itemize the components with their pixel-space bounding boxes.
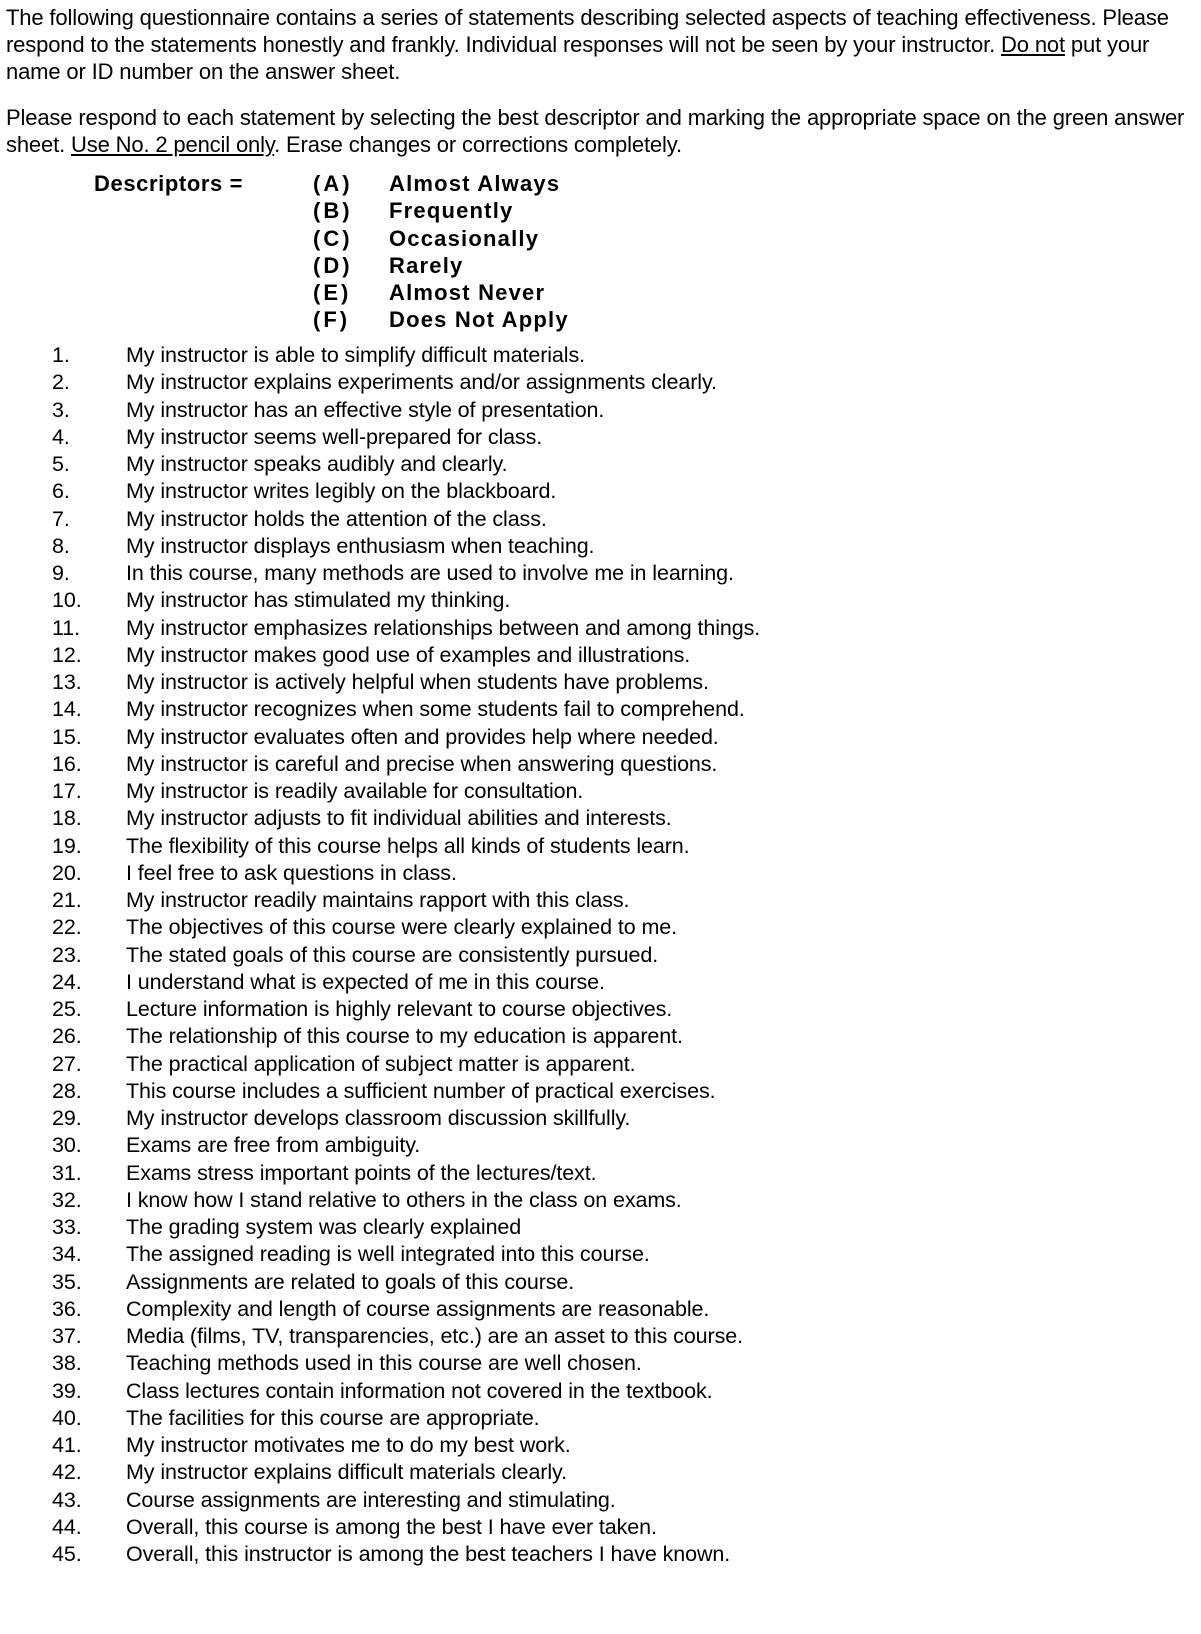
statement-text: This course includes a sufficient number of practical exercises. — [126, 1078, 716, 1103]
statement-text: The practical application of subject matter is apparent. — [126, 1051, 636, 1076]
descriptor-item — [313, 225, 569, 252]
statement-text: My instructor develops classroom discussion skillfully. — [126, 1106, 631, 1130]
statement-number: 43. — [52, 1487, 82, 1512]
statement-text: Teaching methods used in this course are well chosen. — [126, 1351, 642, 1376]
descriptor-code: (E) — [313, 280, 352, 306]
statement-number: 23. — [52, 942, 82, 967]
instructions-text: Please respond to each statement by selecting the best descriptor and marking the appropriate space on the green answer sheet. — [6, 105, 1185, 157]
statement-number: 12. — [52, 642, 82, 667]
statement-text: My instructor recognizes when some students fail to comprehend. — [126, 697, 745, 722]
statement-number: 34. — [52, 1242, 82, 1267]
statement-text: My instructor readily maintains rapport with this class. — [126, 888, 630, 912]
statement-number: 8. — [52, 533, 70, 558]
descriptor-text: Frequently — [389, 198, 514, 224]
intro-text: The following questionnaire contains a series of statements describing selected aspects of teaching effectiveness. Please respond to the statements honestly and frankly. Individual responses will not be seen by your instructor. — [6, 5, 1169, 57]
statement-text: Exams stress important points of the lectures/text. — [126, 1160, 597, 1185]
descriptor-code: (B) — [313, 198, 353, 224]
descriptor-text: Almost Always — [389, 171, 561, 196]
statement-number: 20. — [52, 860, 82, 885]
descriptor-item — [313, 279, 569, 306]
statement-text: Complexity and length of course assignments are reasonable. — [126, 1296, 710, 1321]
descriptor-text: Rarely — [389, 252, 464, 278]
statement-text: My instructor holds the attention of the class. — [126, 506, 547, 531]
statement-text: My instructor evaluates often and provides help where needed. — [126, 724, 719, 749]
statement-text: My instructor has an effective style of presentation. — [126, 397, 605, 422]
statement-number: 35. — [52, 1269, 82, 1294]
statement-text: My instructor is actively helpful when students have problems. — [126, 670, 709, 694]
statement-text: My instructor is able to simplify difficult materials. — [126, 343, 585, 367]
statement-number: 2. — [52, 370, 70, 395]
statement-number: 38. — [52, 1351, 82, 1376]
statement-text: The relationship of this course to my education is apparent. — [126, 1024, 683, 1049]
statement-text: My instructor emphasizes relationships between and among things. — [126, 615, 761, 640]
statement-text: My instructor seems well-prepared for class. — [126, 424, 543, 449]
descriptor-code: (D) — [313, 252, 353, 278]
statement-number: 29. — [52, 1106, 82, 1130]
instructions-tail: . Erase changes or corrections completely. — [274, 132, 682, 157]
statement-number: 40. — [52, 1405, 82, 1430]
statement-text: I understand what is expected of me in this course. — [126, 969, 605, 994]
statement-text: Exams are free from ambiguity. — [126, 1133, 421, 1158]
statement-text: My instructor makes good use of examples and illustrations. — [126, 642, 691, 667]
statement-number: 26. — [52, 1024, 82, 1049]
statement-text: Overall, this instructor is among the best teachers I have known. — [126, 1542, 731, 1566]
statement-number: 21. — [52, 888, 82, 912]
descriptor-code: (C) — [313, 225, 353, 251]
statement-number: 17. — [52, 779, 82, 803]
descriptor-text: Does Not Apply — [389, 307, 569, 333]
statement-number: 25. — [52, 997, 82, 1021]
statement-text: The objectives of this course were clearly explained to me. — [126, 915, 677, 940]
statement-text: I know how I stand relative to others in the class on exams. — [126, 1187, 682, 1212]
statement-number: 42. — [52, 1460, 82, 1485]
statement-number: 33. — [52, 1215, 82, 1239]
statement-number: 24. — [52, 969, 82, 994]
descriptors-label: Descriptors = — [94, 171, 244, 196]
statement-text: In this course, many methods are used to involve me in learning. — [126, 561, 734, 585]
statement-number: 5. — [52, 452, 70, 476]
statement-number: 30. — [52, 1133, 82, 1158]
intro-paragraph — [6, 4, 1186, 85]
statement-number: 4. — [52, 424, 70, 449]
statement-number: 36. — [52, 1296, 82, 1321]
statement-number: 16. — [52, 751, 82, 776]
descriptor-code: (F) — [313, 307, 351, 333]
statement-text: Class lectures contain information not covered in the textbook. — [126, 1378, 713, 1403]
statement-text: My instructor has stimulated my thinking. — [126, 588, 511, 613]
statement-number: 22. — [52, 915, 82, 940]
statement-text: The stated goals of this course are consistently pursued. — [126, 942, 659, 967]
statement-number: 14. — [52, 697, 82, 722]
statement-number: 1. — [52, 343, 70, 367]
descriptor-item — [313, 197, 569, 224]
statement-number: 28. — [52, 1078, 82, 1103]
statement-number: 41. — [52, 1433, 82, 1457]
statement-number: 18. — [52, 806, 82, 831]
descriptor-item — [313, 252, 569, 279]
statement-number: 39. — [52, 1378, 82, 1403]
statement-text: My instructor motivates me to do my best work. — [126, 1433, 571, 1457]
statement-text: The flexibility of this course helps all kinds of students learn. — [126, 833, 690, 858]
statement-number: 37. — [52, 1324, 82, 1348]
statement-text: The assigned reading is well integrated into this course. — [126, 1242, 650, 1267]
statement-number: 9. — [52, 561, 70, 585]
statement-text: Assignments are related to goals of this course. — [126, 1269, 575, 1294]
statement-number: 7. — [52, 506, 70, 531]
statement-number: 44. — [52, 1514, 82, 1539]
statement-text: My instructor adjusts to fit individual abilities and interests. — [126, 806, 672, 831]
statement-text: My instructor is readily available for consultation. — [126, 779, 584, 803]
statement-text: My instructor speaks audibly and clearly. — [126, 452, 508, 476]
statement-text: My instructor displays enthusiasm when teaching. — [126, 533, 595, 558]
statement-text: Media (films, TV, transparencies, etc.) are an asset to this course. — [126, 1324, 743, 1348]
statement-number: 10. — [52, 588, 82, 613]
statement-text: Overall, this course is among the best I have ever taken. — [126, 1514, 657, 1539]
descriptor-text: Occasionally — [389, 225, 540, 251]
descriptor-item — [313, 306, 569, 333]
statement-number: 19. — [52, 833, 82, 858]
descriptor-text: Almost Never — [389, 280, 546, 306]
statement-number: 45. — [52, 1542, 82, 1566]
statement-text: My instructor is careful and precise when answering questions. — [126, 751, 718, 776]
statement-text: My instructor explains difficult materials clearly. — [126, 1460, 567, 1485]
pencil-emphasis: Use No. 2 pencil only — [71, 132, 275, 157]
intro-tail: put your name or ID number on the answer sheet. — [6, 32, 1150, 84]
instructions-paragraph — [6, 104, 1186, 158]
descriptor-item — [313, 170, 569, 197]
descriptor-code: (A) — [313, 171, 353, 196]
statement-number: 6. — [52, 479, 70, 504]
statement-text: The grading system was clearly explained — [126, 1215, 522, 1239]
statement-text: Course assignments are interesting and stimulating. — [126, 1487, 616, 1512]
statement-number: 3. — [52, 397, 70, 422]
descriptor-list — [313, 170, 569, 334]
statement-number: 11. — [52, 615, 80, 640]
statement-number: 15. — [52, 724, 82, 749]
statement-text: The facilities for this course are appropriate. — [126, 1405, 540, 1430]
statement-number: 31. — [52, 1160, 82, 1185]
statement-text: Lecture information is highly relevant to course objectives. — [126, 997, 673, 1021]
statement-number: 27. — [52, 1051, 82, 1076]
statement-number: 32. — [52, 1187, 82, 1212]
statement-text: My instructor writes legibly on the blackboard. — [126, 479, 557, 504]
statement-number: 13. — [52, 670, 82, 694]
statement-text: My instructor explains experiments and/or assignments clearly. — [126, 370, 717, 395]
statement-text: I feel free to ask questions in class. — [126, 860, 457, 885]
do-not-emphasis: Do not — [1001, 32, 1065, 57]
